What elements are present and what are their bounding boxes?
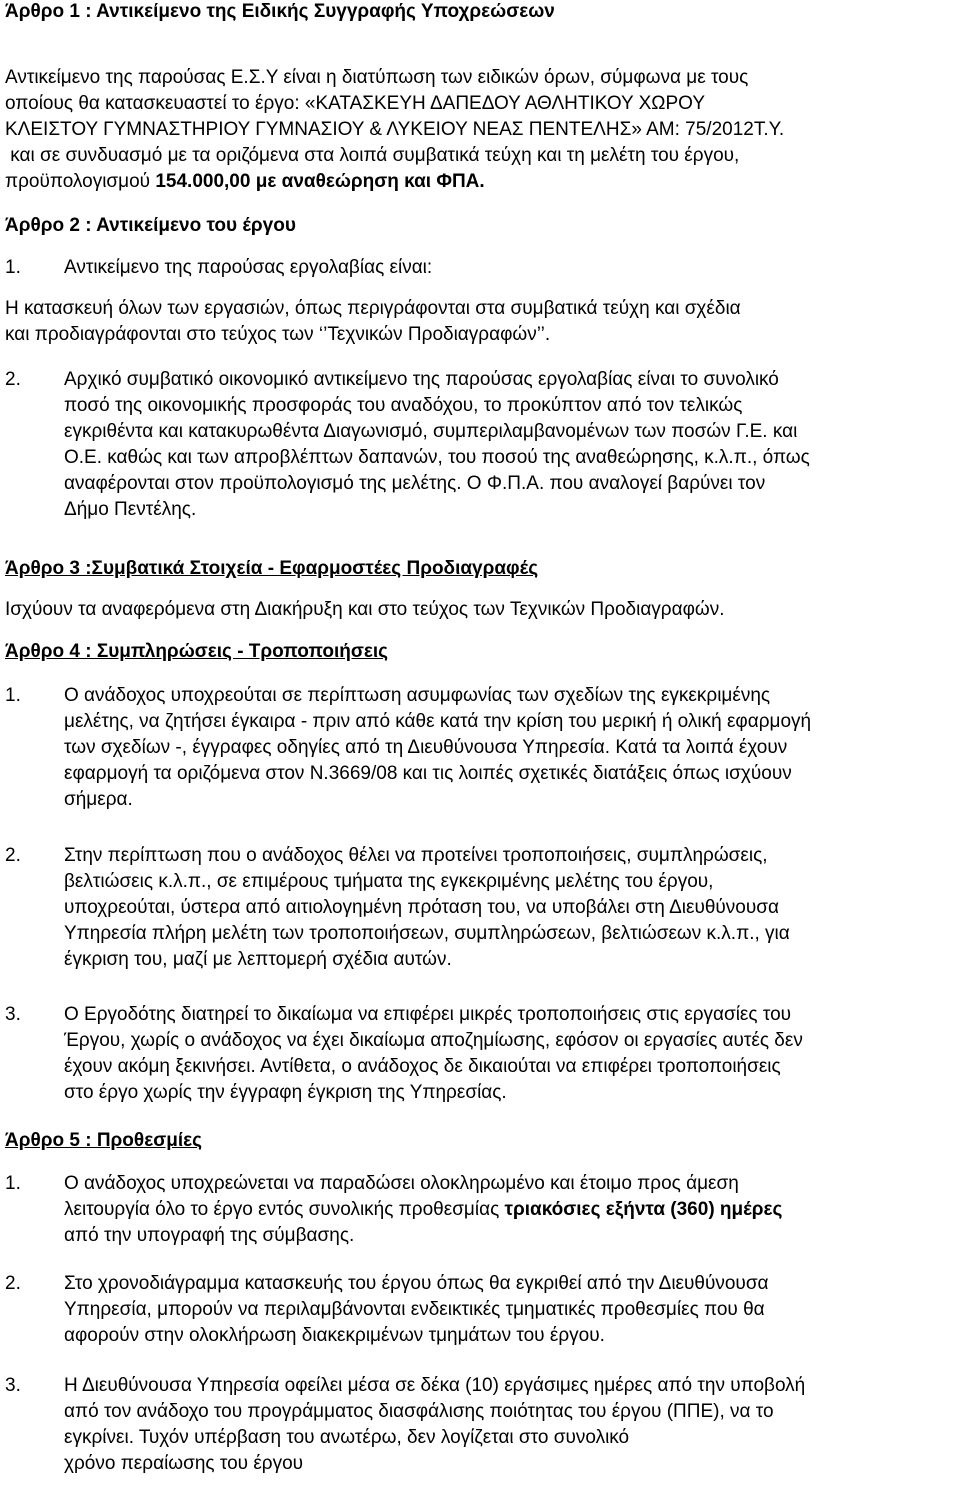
article-1-body (5, 65, 956, 195)
paragraph-line: Η Διευθύνουσα Υπηρεσία οφείλει μέσα σε δέκα (10) εργάσιμες ημέρες από την υποβολή (64, 1375, 806, 1396)
paragraph-line: Αντικείμενο της παρούσας Ε.Σ.Υ είναι η διατύπωση των ειδικών όρων, σύμφωνα με τους (5, 67, 749, 88)
paragraph-line: και προδιαγράφονται στο τεύχος των ‘’Τεχνικών Προδιαγραφών’’. (5, 324, 551, 345)
paragraph-line: Η κατασκευή όλων των εργασιών, όπως περιγράφονται στα συμβατικά τεύχη και σχέδια (5, 298, 741, 319)
item-text (64, 1271, 956, 1349)
item-number: 1. (5, 1173, 21, 1194)
item-number: 2. (5, 1273, 21, 1294)
paragraph-line: βελτιώσεις κ.λ.π., σε επιμέρους τμήματα της εγκεκριμένης μελέτης του έργου, (64, 871, 714, 892)
paragraph-line: εφαρμογή τα οριζόμενα στον Ν.3669/08 και τις λοιπές σχετικές διατάξεις όπως ισχύουν (64, 763, 792, 784)
item-number: 2. (5, 369, 21, 390)
paragraph-line: Αντικείμενο της παρούσας εργολαβίας είναι: (64, 257, 433, 278)
paragraph-line: υποχρεούται, ύστερα από αιτιολογημένη πρόταση του, να υποβάλει στη Διευθύνουσα (64, 897, 779, 918)
paragraph-line: Στην περίπτωση που ο ανάδοχος θέλει να προτείνει τροποποιήσεις, συμπληρώσεις, (64, 845, 768, 866)
deadline-days: τριακόσιες εξήντα (360) ημέρες (504, 1199, 783, 1220)
paragraph-line: αναφέρονται στον προϋπολογισμό της μελέτης. Ο Φ.Π.Α. που αναλογεί βαρύνει τον (64, 473, 766, 494)
item-number: 3. (5, 1375, 21, 1396)
article-1-heading: Άρθρο 1 : Αντικείμενο της Ειδικής Συγγραφής Υποχρεώσεων (5, 1, 555, 22)
paragraph-line: οποίους θα κατασκευαστεί το έργο: «ΚΑΤΑΣΚΕΥΗ ΔΑΠΕΔΟΥ ΑΘΛΗΤΙΚΟΥ ΧΩΡΟΥ (5, 93, 706, 114)
budget-amount: 154.000,00 με αναθεώρηση και ΦΠΑ. (155, 171, 485, 192)
article-2-item-1-detail (5, 296, 956, 348)
article-3-heading: Άρθρο 3 :Συμβατικά Στοιχεία - Εφαρμοστέες Προδιαγραφές (5, 558, 539, 579)
paragraph-line: Ο ανάδοχος υποχρεούται σε περίπτωση ασυμφωνίας των σχεδίων της εγκεκριμένης (64, 685, 771, 706)
paragraph-line: αφορούν στην ολοκλήρωση διακεκριμένων τμημάτων του έργου. (64, 1325, 605, 1346)
paragraph-line: Έργου, χωρίς ο ανάδοχος να έχει δικαίωμα αποζημίωσης, εφόσον οι εργασίες αυτές δεν (64, 1030, 803, 1051)
item-text (64, 843, 956, 973)
budget-label: προϋπολογισμού (5, 171, 156, 192)
paragraph-line: από τον ανάδοχο του προγράμματος διασφάλισης ποιότητας του έργου (ΠΠΕ), να το (64, 1401, 774, 1422)
article-3-body: Ισχύουν τα αναφερόμενα στη Διακήρυξη και στο τεύχος των Τεχνικών Προδιαγραφών. (5, 599, 725, 620)
paragraph-line: μελέτης, να ζητήσει έγκαιρα - πριν από κάθε κατά την κρίση του μερική ή ολική εφαρμογή (64, 711, 812, 732)
paragraph-line (64, 1197, 956, 1223)
article-2-heading: Άρθρο 2 : Αντικείμενο του έργου (5, 215, 296, 236)
paragraph-line: Δήμο Πεντέλης. (64, 499, 197, 520)
paragraph-line: Ο Εργοδότης διατηρεί το δικαίωμα να επιφέρει μικρές τροποποιήσεις στις εργασίες του (64, 1004, 792, 1025)
paragraph-line: των σχεδίων -, έγγραφες οδηγίες από τη Διευθύνουσα Υπηρεσία. Κατά τα λοιπά έχουν (64, 737, 788, 758)
paragraph-line: στο έργο χωρίς την έγγραφη έγκριση της Υπηρεσίας. (64, 1082, 507, 1103)
item-text (64, 1171, 956, 1249)
paragraph-line: χρόνο περαίωσης του έργου (64, 1453, 304, 1474)
item-text (64, 255, 956, 281)
paragraph-line: ΚΛΕΙΣΤΟΥ ΓΥΜΝΑΣΤΗΡΙΟΥ ΓΥΜΝΑΣΙΟΥ & ΛΥΚΕΙΟΥ ΝΕΑΣ ΠΕΝΤΕΛΗΣ» ΑΜ: 75/2012Τ.Υ. (5, 119, 785, 140)
paragraph-line: Στο χρονοδιάγραμμα κατασκευής του έργου όπως θα εγκριθεί από την Διευθύνουσα (64, 1273, 769, 1294)
paragraph-line: έγκριση του, μαζί με λεπτομερή σχέδια αυτών. (64, 949, 452, 970)
paragraph-line: Ο ανάδοχος υποχρεώνεται να παραδώσει ολοκληρωμένο και έτοιμο προς άμεση (64, 1173, 739, 1194)
item-text (64, 1373, 956, 1477)
deadline-label: λειτουργία όλο το έργο εντός συνολικής προθεσμίας (64, 1199, 505, 1220)
paragraph-line: Υπηρεσία, μπορούν να περιλαμβάνονται ενδεικτικές τμηματικές προθεσμίες που θα (64, 1299, 765, 1320)
paragraph-line: και σε συνδυασμό με τα οριζόμενα στα λοιπά συμβατικά τεύχη και τη μελέτη του έργου, (5, 145, 740, 166)
paragraph-line: έχουν ακόμη ξεκινήσει. Αντίθετα, ο ανάδοχος δε δικαιούται να επιφέρει τροποποιήσεις (64, 1056, 781, 1077)
item-number: 2. (5, 845, 21, 866)
paragraph-line: Υπηρεσία πλήρη μελέτη των τροποποιήσεων, συμπληρώσεων, βελτιώσεων κ.λ.π., για (64, 923, 790, 944)
paragraph-line: εγκριθέντα και κατακυρωθέντα Διαγωνισμό, συμπεριλαμβανομένων των ποσών Γ.Ε. και (64, 421, 798, 442)
item-number: 3. (5, 1004, 21, 1025)
item-number: 1. (5, 685, 21, 706)
item-text (64, 367, 956, 523)
item-text (64, 683, 956, 813)
paragraph-line: Ο.Ε. καθώς και των απροβλέπτων δαπανών, του ποσού της αναθεώρησης, κ.λ.π., όπως (64, 447, 810, 468)
article-4-heading: Άρθρο 4 : Συμπληρώσεις - Τροποποιήσεις (5, 641, 389, 662)
paragraph-line: από την υπογραφή της σύμβασης. (64, 1225, 355, 1246)
item-number: 1. (5, 257, 21, 278)
paragraph-line (5, 169, 956, 195)
item-text (64, 1002, 956, 1106)
paragraph-line: ποσό της οικονομικής προσφοράς του αναδόχου, το προκύπτον από τον τελικώς (64, 395, 743, 416)
paragraph-line: σήμερα. (64, 789, 133, 810)
paragraph-line: εγκρίνει. Τυχόν υπέρβαση του ανωτέρω, δεν λογίζεται στο συνολικό (64, 1427, 630, 1448)
paragraph-line: Αρχικό συμβατικό οικονομικό αντικείμενο της παρούσας εργολαβίας είναι το συνολικό (64, 369, 779, 390)
article-5-heading: Άρθρο 5 : Προθεσμίες (5, 1130, 203, 1151)
